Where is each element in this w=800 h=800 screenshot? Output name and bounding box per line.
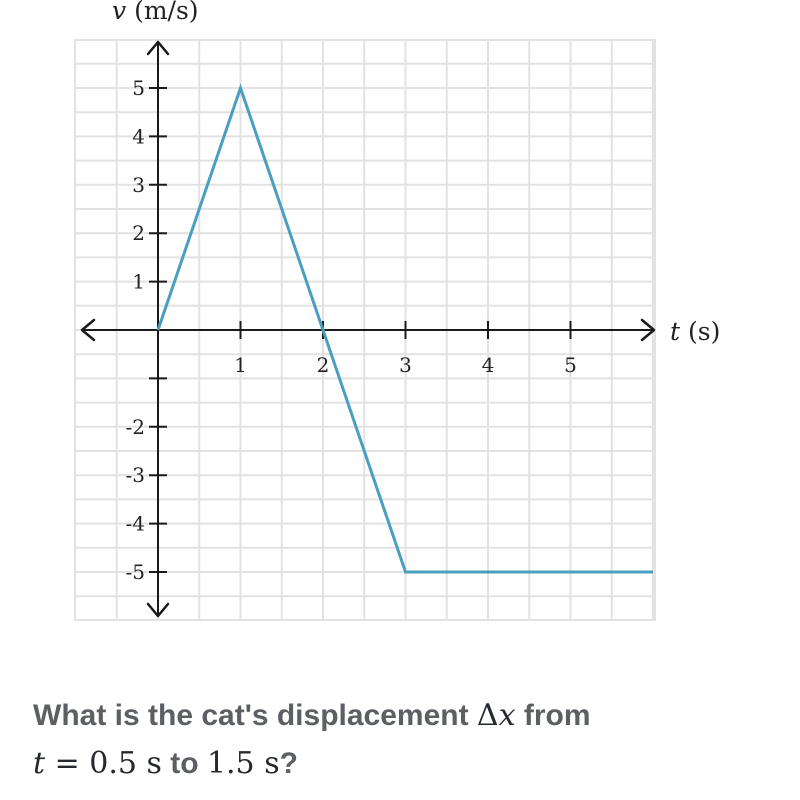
y-tick-label: -2 — [125, 414, 145, 439]
x-tick-label: 4 — [481, 353, 495, 377]
x-tick-label: 1 — [234, 353, 247, 377]
y-axis-title — [112, 0, 199, 25]
y-tick-label: -5 — [125, 560, 145, 584]
y-tick-label: 3 — [132, 172, 145, 197]
question-mark: ? — [279, 747, 298, 780]
delta-symbol: Δ — [476, 698, 499, 733]
y-tick-label: 4 — [132, 124, 145, 149]
end-time-unit: s — [254, 746, 280, 781]
x-tick-label: 2 — [316, 353, 330, 377]
y-tick-label: -3 — [125, 463, 145, 488]
y-tick-label: -4 — [125, 511, 145, 536]
x-tick-label: 5 — [564, 353, 577, 377]
x-axis-title — [670, 317, 720, 346]
question-from: from — [515, 699, 591, 732]
x-axis-unit: (s) — [680, 317, 721, 346]
y-tick-label: 5 — [132, 76, 145, 100]
question-text — [33, 692, 773, 788]
question-to: to — [161, 747, 207, 780]
question-lead: What is the cat's displacement — [33, 699, 477, 732]
y-tick-label: 2 — [132, 221, 145, 246]
start-time-unit: s — [137, 746, 162, 781]
equals-sign: = — [45, 746, 90, 781]
t-variable: t — [33, 746, 46, 781]
end-time-value: 1.5 — [206, 746, 255, 781]
x-axis-variable: t — [670, 317, 681, 346]
x-variable: x — [498, 698, 516, 733]
y-axis-variable: v — [112, 0, 127, 25]
y-tick-label: 1 — [132, 269, 145, 294]
start-time-value: 0.5 — [89, 746, 137, 781]
x-tick-label: 3 — [399, 353, 412, 377]
y-axis-unit: (m/s) — [126, 0, 199, 25]
